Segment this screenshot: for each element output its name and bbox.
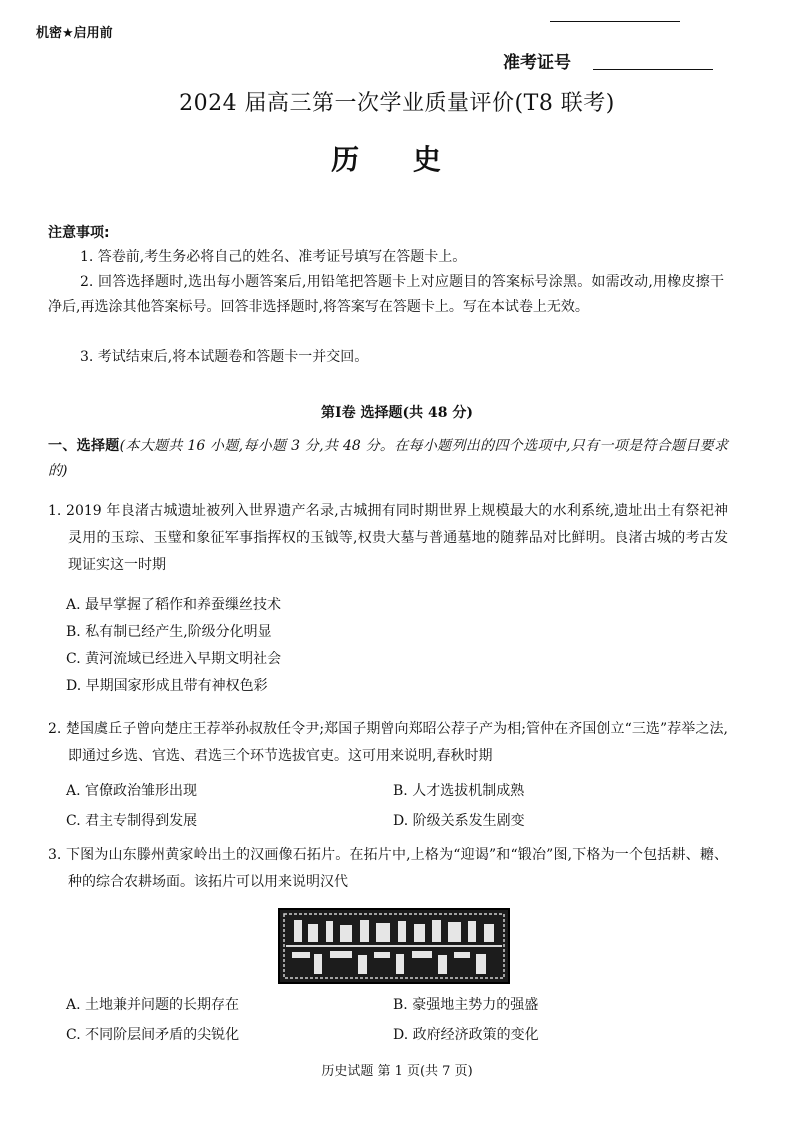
subject-title: 历 史 xyxy=(331,143,463,176)
option-1b: B. 私有制已经产生,阶级分化明显 xyxy=(66,624,272,640)
question-3-stem: 3. 下图为山东滕州黄家岭出土的汉画像石拓片。在拓片中,上格为“迎谒”和“锻冶”图,下格为一个包括耕、耱、种的综合农耕场面。该拓片可以用来说明汉代 xyxy=(48,847,728,890)
option-1a: A. 最早掌握了稻作和养蚕缫丝技术 xyxy=(66,597,282,613)
ticket-number-label: 准考证号 xyxy=(503,53,571,73)
option-1d: D. 早期国家形成且带有神权色彩 xyxy=(66,678,268,694)
question-1-stem: 1. 2019 年良渚古城遗址被列入世界遗产名录,古城拥有同时期世界上规模最大的水利系统,遗址出土有祭祀神灵用的玉琮、玉璧和象征军事指挥权的玉钺等,权贵大墓与普通墓地的随葬品对比鲜明。良渚古城的考古发现证实这一时期 xyxy=(48,503,728,573)
option-3b: B. 豪强地主势力的强盛 xyxy=(393,997,539,1013)
question-1 xyxy=(48,498,728,579)
option-3c: C. 不同阶层间矛盾的尖锐化 xyxy=(66,1027,240,1043)
option-2c: C. 君主专制得到发展 xyxy=(66,813,198,829)
notes-heading: 注意事项: xyxy=(48,225,110,241)
section-title: 第Ⅰ卷 选择题(共 48 分) xyxy=(321,405,473,421)
option-1c: C. 黄河流域已经进入早期文明社会 xyxy=(66,651,282,667)
option-2a: A. 官僚政治雏形出现 xyxy=(66,783,198,799)
han-stone-rubbing-image xyxy=(278,908,510,984)
note-item-1: 1. 答卷前,考生务必将自己的姓名、准考证号填写在答题卡上。 xyxy=(80,249,467,265)
exam-title: 2024 届高三第一次学业质量评价(T8 联考) xyxy=(179,91,615,116)
question-2 xyxy=(48,716,728,770)
confidential-label: 机密★启用前 xyxy=(36,26,113,41)
question-3 xyxy=(48,842,728,896)
question-type-label: 一、选择题 xyxy=(48,438,120,454)
ticket-number-underline xyxy=(593,69,713,70)
question-type-desc: (本大题共 16 小题,每小题 3 分,共 48 分。在每小题列出的四个选项中,只有一项是符合题目要求的) xyxy=(48,438,728,479)
option-3d: D. 政府经济政策的变化 xyxy=(393,1027,539,1043)
question-2-stem: 2. 楚国虞丘子曾向楚庄王荐举孙叔敖任令尹;郑国子期曾向郑昭公荐子产为相;管仲在齐国创立“三选”荐举之法,即通过乡选、官选、君选三个环节选拔官吏。这可用来说明,春秋时期 xyxy=(48,721,728,764)
page-footer: 历史试题 第 1 页(共 7 页) xyxy=(321,1064,473,1079)
name-underline xyxy=(550,21,680,22)
option-2b: B. 人才选拔机制成熟 xyxy=(393,783,525,799)
option-3a: A. 土地兼并问题的长期存在 xyxy=(66,997,240,1013)
question-1-options xyxy=(48,592,726,700)
note-item-3: 3. 考试结束后,将本试题卷和答题卡一并交回。 xyxy=(80,349,369,365)
question-type xyxy=(48,434,728,484)
cropped-name-field xyxy=(470,10,720,24)
note-item-2: 2. 回答选择题时,选出每小题答案后,用铅笔把答题卡上对应题目的答案标号涂黑。如需改动,用橡皮擦干净后,再选涂其他答案标号。回答非选择题时,将答案写在答题卡上。写在本试卷上无效。 xyxy=(48,274,724,315)
option-2d: D. 阶级关系发生剧变 xyxy=(393,813,525,829)
